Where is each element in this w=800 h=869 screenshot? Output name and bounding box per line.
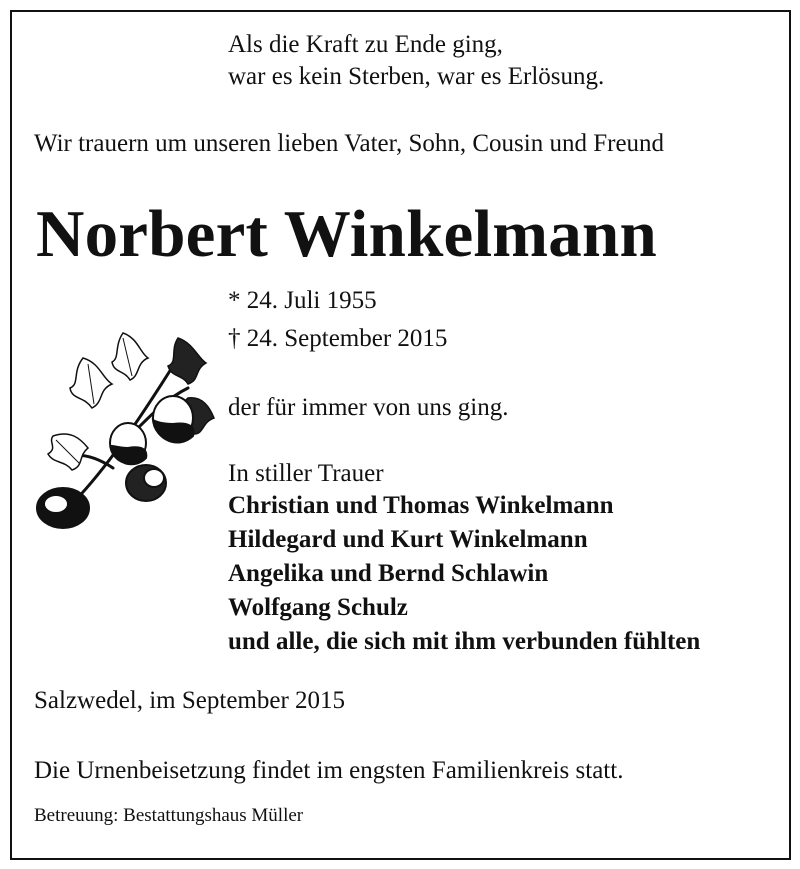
motto-line-1: Als die Kraft zu Ende ging, xyxy=(228,31,503,58)
birth-date: * 24. Juli 1955 xyxy=(228,287,377,314)
place-and-date: Salzwedel, im September 2015 xyxy=(34,687,346,714)
mourner-name: Angelika und Bernd Schlawin xyxy=(228,560,549,587)
motto-line-2: war es kein Sterben, war es Erlösung. xyxy=(228,63,605,90)
mourner-name: Christian und Thomas Winkelmann xyxy=(228,492,614,519)
mourner-name: Wolfgang Schulz xyxy=(228,594,408,621)
funeral-home-credit: Betreuung: Bestattungshaus Müller xyxy=(34,805,304,826)
mourner-name: und alle, die sich mit ihm verbunden fühlten xyxy=(228,628,701,655)
mourner-name: Hildegard und Kurt Winkelmann xyxy=(228,526,588,553)
mourning-heading: In stiller Trauer xyxy=(228,460,384,487)
farewell-phrase: der für immer von uns ging. xyxy=(228,394,509,421)
deceased-name: Norbert Winkelmann xyxy=(36,197,657,271)
oak-leaves-acorns-icon xyxy=(28,318,218,533)
death-date: † 24. September 2015 xyxy=(228,325,448,352)
intro-text: Wir trauern um unseren lieben Vater, Sohn, Cousin und Freund xyxy=(34,130,665,157)
burial-notice: Die Urnenbeisetzung findet im engsten Familienkreis statt. xyxy=(34,757,624,784)
